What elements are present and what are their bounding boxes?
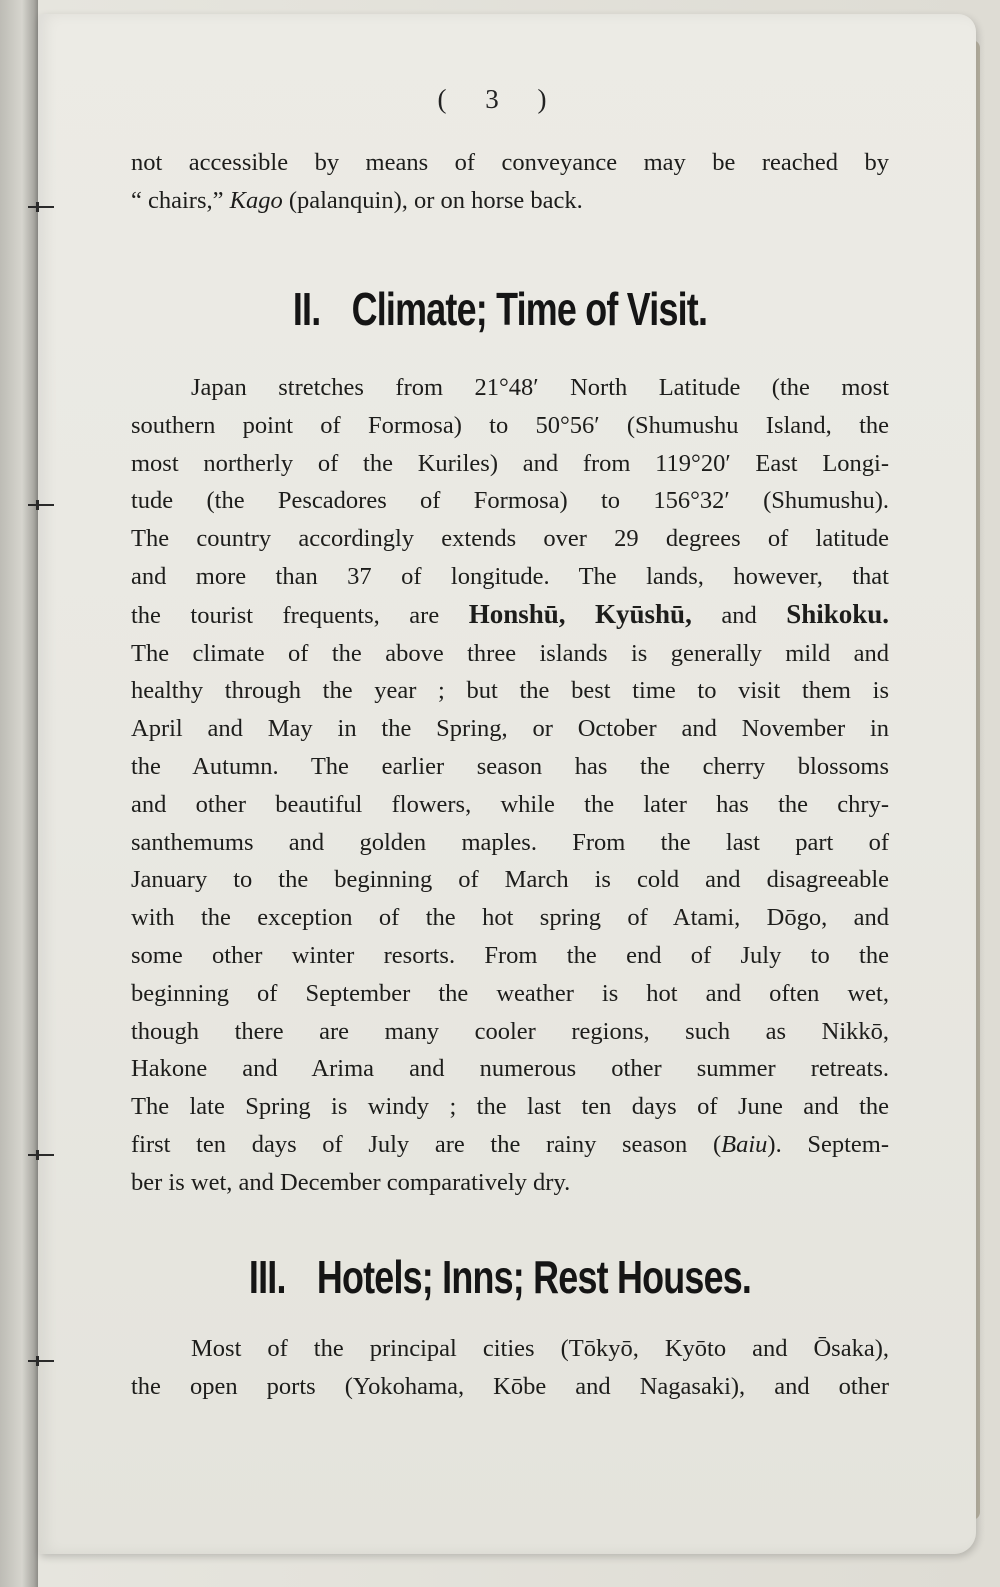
intro-paragraph: [131, 144, 889, 220]
text-line: the open ports (Yokohama, Kōbe and Nagasaki), and other: [131, 1372, 889, 1400]
text-line: some other winter resorts. From the end of July to the: [131, 941, 889, 969]
text-line: The late Spring is windy ; the last ten days of June and the: [131, 1093, 889, 1121]
text-line: ber is wet, and December comparatively dry.: [131, 1168, 571, 1196]
text-line: “ chairs,” Kago (palanquin), or on horse back.: [131, 186, 583, 214]
text-line: and more than 37 of longitude. The lands, however, that: [131, 562, 889, 590]
text-line: and other beautiful flowers, while the later has the chry-: [131, 790, 889, 818]
section-number: III.: [248, 1251, 286, 1303]
text-line: though there are many cooler regions, such as Nikkō,: [131, 1017, 889, 1045]
climate-paragraph: [131, 369, 889, 1202]
text-line: the Autumn. The earlier season has the cherry blossoms: [131, 752, 889, 780]
left-page-edge: [0, 0, 38, 1587]
text-line: Most of the principal cities (Tōkyō, Kyōto and Ōsaka),: [191, 1335, 889, 1362]
text-line: tude (the Pescadores of Formosa) to 156°32′ (Shumushu).: [131, 487, 889, 515]
text-line: January to the beginning of March is cold and disagreeable: [131, 866, 889, 894]
text-line: healthy through the year ; but the best time to visit them is: [131, 677, 889, 705]
binding-stitch: [28, 1356, 54, 1366]
binding-stitch: [28, 202, 54, 212]
page-number: ( 3 ): [437, 84, 563, 114]
text-line: Hakone and Arima and numerous other summer retreats.: [131, 1055, 889, 1083]
text-line: most northerly of the Kuriles) and from 119°20′ East Longi-: [131, 449, 889, 477]
text-line: with the exception of the hot spring of Atami, Dōgo, and: [131, 904, 889, 932]
section-heading-hotels: [110, 1250, 890, 1304]
text-line: not accessible by means of conveyance may be reached by: [131, 149, 889, 176]
section-number: II.: [292, 283, 321, 335]
section-title: Climate; Time of Visit.: [351, 283, 708, 335]
hotels-paragraph: [131, 1330, 889, 1406]
binding-stitch: [28, 500, 54, 510]
text-line: santhemums and golden maples. From the last part of: [131, 828, 889, 856]
binding-stitch: [28, 1150, 54, 1160]
section-heading-climate: [110, 282, 890, 336]
text-line: the tourist frequents, are Honshū, Kyūshū, and Shikoku.: [131, 598, 890, 629]
text-line: The country accordingly extends over 29 degrees of latitude: [131, 525, 889, 553]
text-line: Japan stretches from 21°48′ North Latitude (the most: [191, 374, 889, 401]
section-title: Hotels; Inns; Rest Houses.: [316, 1251, 752, 1303]
text-line: The climate of the above three islands is generally mild and: [131, 639, 889, 667]
text-line: April and May in the Spring, or October and November in: [131, 715, 889, 743]
text-line: first ten days of July are the rainy season (Baiu). Septem-: [131, 1130, 889, 1158]
text-line: southern point of Formosa) to 50°56′ (Shumushu Island, the: [131, 411, 889, 439]
text-line: beginning of September the weather is hot and often wet,: [131, 979, 889, 1007]
